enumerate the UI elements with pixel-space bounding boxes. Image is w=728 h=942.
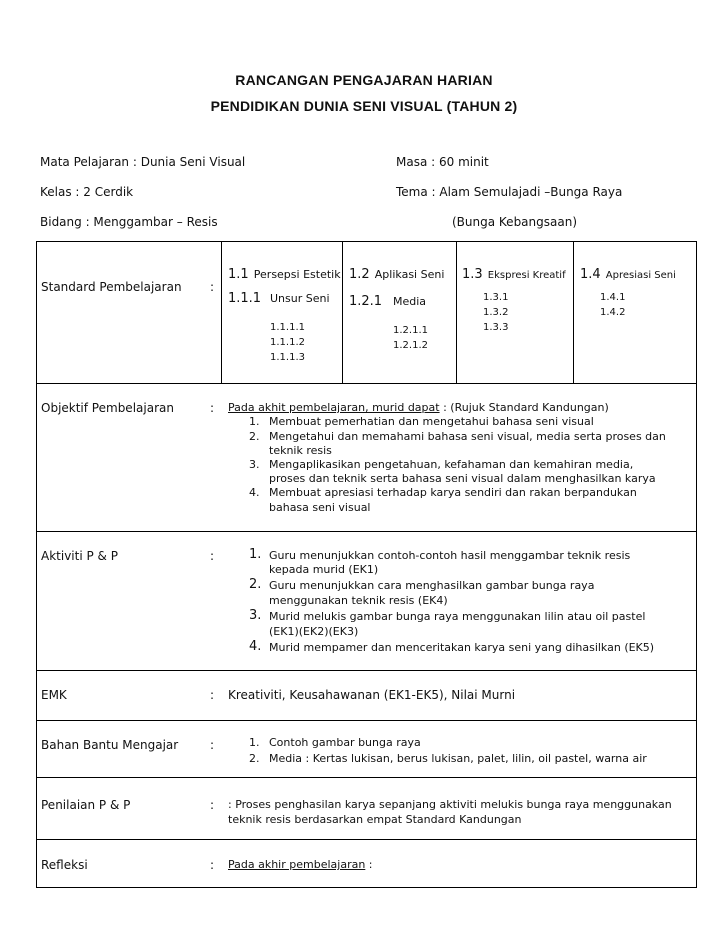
standard-1-4-2: 1.4.2 xyxy=(600,307,626,318)
emk-colon: : xyxy=(210,688,215,702)
teaching-aid-number: 1. xyxy=(249,736,260,749)
standard-1-2-1-number: 1.2.1 xyxy=(349,294,383,309)
emk-value: Kreativiti, Keusahawanan (EK1-EK5), Nilai Murni xyxy=(228,688,516,702)
doc-title-line1: RANCANGAN PENGAJARAN HARIAN xyxy=(235,72,493,88)
activity-colon: : xyxy=(210,549,215,563)
objective-item-line: Membuat pemerhatian dan mengetahui bahasa seni visual xyxy=(269,415,594,428)
reflection-underlined: Pada akhir pembelajaran xyxy=(228,858,366,871)
standard-colon: : xyxy=(210,280,215,294)
standard-1-3-2: 1.3.2 xyxy=(483,307,509,318)
assessment-line: : Proses penghasilan karya sepanjang aktiviti melukis bunga raya menggunakan xyxy=(228,798,672,811)
activity-item-number: 3. xyxy=(249,608,262,623)
standard-1-1-1-2: 1.1.1.2 xyxy=(270,337,305,348)
activity-item-number: 2. xyxy=(249,577,262,592)
standard-1-1-name: Persepsi Estetik xyxy=(253,268,341,281)
duration-field: Masa : 60 minit xyxy=(396,155,489,169)
standard-1-2-1-1: 1.2.1.1 xyxy=(393,325,428,336)
teaching-aids-colon: : xyxy=(210,738,215,752)
activity-item-line: (EK1)(EK2)(EK3) xyxy=(269,625,359,638)
objective-item-line: teknik resis xyxy=(269,444,332,457)
objective-intro xyxy=(228,401,609,414)
standard-1-3-3: 1.3.3 xyxy=(483,322,509,333)
standard-1-4-number: 1.4 xyxy=(580,267,601,282)
theme-continuation: (Bunga Kebangsaan) xyxy=(452,215,578,229)
objective-item-line: proses dan teknik serta bahasa seni visual dalam menghasilkan karya xyxy=(269,472,656,485)
teaching-aids-label: Bahan Bantu Mengajar xyxy=(41,738,179,752)
objective-item-line: bahasa seni visual xyxy=(269,501,371,514)
activity-item-line: menggunakan teknik resis (EK4) xyxy=(269,594,448,607)
standard-1-1-1-number: 1.1.1 xyxy=(228,291,262,306)
standard-1-2-name: Aplikasi Seni xyxy=(374,268,445,281)
area-field: Bidang : Menggambar – Resis xyxy=(40,215,218,229)
standard-1-4-1: 1.4.1 xyxy=(600,292,626,303)
activity-label: Aktiviti P & P xyxy=(41,549,118,563)
standard-1-2-1-name: Media xyxy=(393,295,427,308)
subject-field: Mata Pelajaran : Dunia Seni Visual xyxy=(40,155,246,169)
emk-label: EMK xyxy=(41,688,67,702)
activity-item-number: 4. xyxy=(249,639,262,654)
objective-intro-underlined: Pada akhit pembelajaran, murid dapat xyxy=(228,401,440,414)
objective-item-number: 4. xyxy=(249,486,260,499)
standard-1-1-1-3: 1.1.1.3 xyxy=(270,352,305,363)
standard-1-1-1-name: Unsur Seni xyxy=(270,292,330,305)
reflection-colon: : xyxy=(210,858,215,872)
objective-item-number: 3. xyxy=(249,458,260,471)
teaching-aid-text: Media : Kertas lukisan, berus lukisan, palet, lilin, oil pastel, warna air xyxy=(269,752,647,765)
objective-item-line: Mengaplikasikan pengetahuan, kefahaman dan kemahiran media, xyxy=(269,458,634,471)
standard-1-2-1-2: 1.2.1.2 xyxy=(393,340,428,351)
assessment-line: teknik resis berdasarkan empat Standard Kandungan xyxy=(228,813,522,826)
standard-1-3-name: Ekspresi Kreatif xyxy=(487,270,566,281)
standard-label: Standard Pembelajaran xyxy=(41,280,182,294)
objective-item-line: Mengetahui dan memahami bahasa seni visual, media serta proses dan xyxy=(269,430,666,443)
activity-item-number: 1. xyxy=(249,547,262,562)
objective-item-line: Membuat apresiasi terhadap karya sendiri dan rakan berpandukan xyxy=(269,486,637,499)
objective-intro-rest: : (Rujuk Standard Kandungan) xyxy=(439,401,609,414)
standard-1-3-1: 1.3.1 xyxy=(483,292,509,303)
reflection-label: Refleksi xyxy=(41,858,88,872)
reflection-text xyxy=(228,858,373,871)
standard-1-4-name: Apresiasi Seni xyxy=(605,270,676,281)
assessment-colon: : xyxy=(210,798,215,812)
standard-1-3-number: 1.3 xyxy=(462,267,483,282)
doc-title-line2: PENDIDIKAN DUNIA SENI VISUAL (TAHUN 2) xyxy=(210,98,518,114)
theme-field: Tema : Alam Semulajadi –Bunga Raya xyxy=(396,185,623,199)
teaching-aid-text: Contoh gambar bunga raya xyxy=(269,736,421,749)
activity-item-line: Guru menunjukkan cara menghasilkan gambar bunga raya xyxy=(269,579,595,592)
objective-colon: : xyxy=(210,401,215,415)
teaching-aid-number: 2. xyxy=(249,752,260,765)
assessment-label: Penilaian P & P xyxy=(41,798,131,812)
objective-item-number: 2. xyxy=(249,430,260,443)
activity-item-line: Guru menunjukkan contoh-contoh hasil menggambar teknik resis xyxy=(269,549,631,562)
reflection-rest: : xyxy=(365,858,373,871)
standard-1-1-number: 1.1 xyxy=(228,267,249,282)
objective-item-number: 1. xyxy=(249,415,260,428)
objective-label: Objektif Pembelajaran xyxy=(41,401,174,415)
activity-item-line: kepada murid (EK1) xyxy=(269,563,379,576)
standard-1-1-1-1: 1.1.1.1 xyxy=(270,322,305,333)
activity-item-line: Murid melukis gambar bunga raya menggunakan lilin atau oil pastel xyxy=(269,610,646,623)
activity-item-line: Murid mempamer dan menceritakan karya seni yang dihasilkan (EK5) xyxy=(269,641,655,654)
class-field: Kelas : 2 Cerdik xyxy=(40,185,134,199)
standard-1-2-number: 1.2 xyxy=(349,267,370,282)
